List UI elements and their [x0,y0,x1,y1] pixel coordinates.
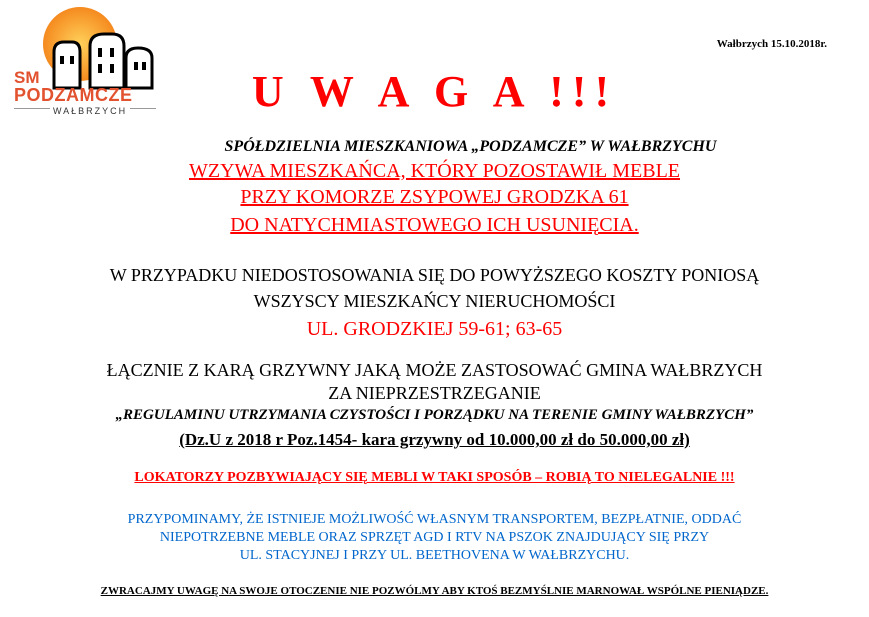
fine-line-1: ŁĄCZNIE Z KARĄ GRZYWNY JAKĄ MOŻE ZASTOSOWAĆ GMINA WAŁBRZYCH [106,360,763,380]
legal-reference: (Dz.U z 2018 r Poz.1454- kara grzywny od 10.000,00 zł do 50.000,00 zł) [179,430,690,449]
reminder-line-2: NIEPOTRZEBNE MEBLE ORAZ SPRZĘT AGD I RTV NA PSZOK ZNAJDUJĄCY SIĘ PRZY [159,530,710,545]
reminder-line-1: PRZYPOMINAMY, ŻE ISTNIEJE MOŻLIWOŚĆ WŁASNYM TRANSPORTEM, BEZPŁATNIE, ODDAĆ [127,512,742,527]
logo-city-text: WAŁBRZYCH [50,106,130,116]
notice-date: Wałbrzych 15.10.2018r. [716,38,827,50]
closing-appeal: ZWRACAJMY UWAGĘ NA SWOJE OTOCZENIE NIE POZWÓLMY ABY KTOŚ BEZMYŚLNIE MARNOWAŁ WSPÓLNE PIENIĄDZE. [100,585,769,597]
cost-warning-line-2: WSZYSCY MIESZKAŃCY NIERUCHOMOŚCI [253,291,616,311]
fine-line-2: ZA NIEPRZESTRZEGANIE [328,383,541,403]
illegal-warning: LOKATORZY POZBYWIAJĄCY SIĘ MEBLI W TAKI SPOSÓB – ROBIĄ TO NIELEGALNIE !!! [134,470,735,485]
reminder-line-3: UL. STACYJNEJ I PRZY UL. BEETHOVENA W WAŁBRZYCHU. [239,548,630,563]
regulation-name: „REGULAMINU UTRZYMANIA CZYSTOŚCI I PORZĄDKU NA TERENIE GMINY WAŁBRZYCH” [115,407,754,423]
cost-warning-line-1: W PRZYPADKU NIEDOSTOSOWANIA SIĘ DO POWYŻSZEGO KOSZTY PONIOSĄ [109,265,760,285]
summons-line-2: PRZY KOMORZE ZSYPOWEJ GRODZKA 61 [240,186,629,208]
cooperative-name: SPÓŁDZIELNIA MIESZKANIOWA „PODZAMCZE” W WAŁBRZYCHU [224,138,717,155]
logo-sm-text: SM [14,68,40,87]
address-line: UL. GRODZKIEJ 59-61; 63-65 [306,318,563,340]
summons-line-1: WZYWA MIESZKAŃCA, KTÓRY POZOSTAWIŁ MEBLE [188,160,681,182]
logo-podzamcze-text: PODZAMCZE [14,85,133,105]
summons-line-3: DO NATYCHMIASTOWEGO ICH USUNIĘCIA. [230,214,639,236]
notice-title: U W A G A !!! [251,67,618,116]
